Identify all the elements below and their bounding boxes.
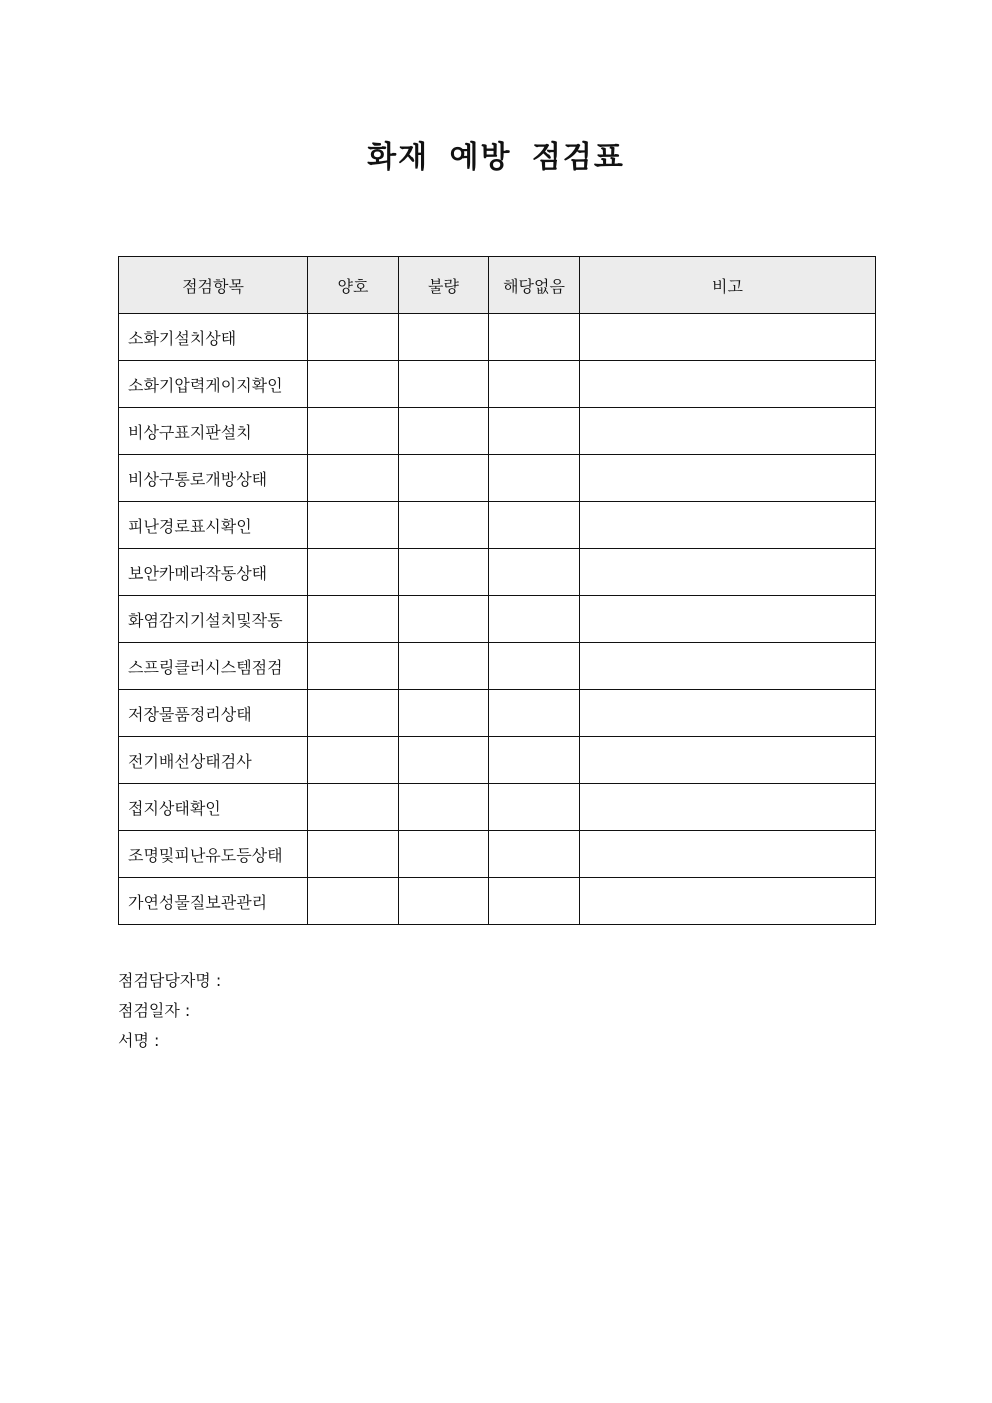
good-cell[interactable] [308,878,399,925]
table-row [119,596,876,643]
na-cell[interactable] [489,784,580,831]
bad-cell[interactable] [399,643,489,690]
good-cell[interactable] [308,784,399,831]
signature-label: 서명 : [118,1031,160,1050]
remarks-cell[interactable] [580,784,876,831]
table-row [119,361,876,408]
table-row [119,314,876,361]
na-cell[interactable] [489,314,580,361]
bad-cell[interactable] [399,690,489,737]
remarks-cell[interactable] [580,408,876,455]
good-cell[interactable] [308,314,399,361]
item-cell: 소화기설치상태 [119,314,308,361]
bad-cell[interactable] [399,596,489,643]
good-cell[interactable] [308,596,399,643]
item-cell: 스프링클러시스템점검 [119,643,308,690]
na-cell[interactable] [489,690,580,737]
item-cell: 화염감지기설치및작동 [119,596,308,643]
good-cell[interactable] [308,502,399,549]
table-row [119,878,876,925]
item-cell: 비상구표지판설치 [119,408,308,455]
table-row [119,408,876,455]
na-cell[interactable] [489,502,580,549]
item-cell: 비상구통로개방상태 [119,455,308,502]
header-remarks: 비고 [580,257,876,314]
good-cell[interactable] [308,361,399,408]
header-bad: 불량 [399,257,489,314]
item-cell: 보안카메라작동상태 [119,549,308,596]
na-cell[interactable] [489,455,580,502]
checklist-table [118,256,876,925]
table-row [119,690,876,737]
good-cell[interactable] [308,690,399,737]
remarks-cell[interactable] [580,831,876,878]
na-cell[interactable] [489,737,580,784]
remarks-cell[interactable] [580,455,876,502]
na-cell[interactable] [489,878,580,925]
remarks-cell[interactable] [580,361,876,408]
good-cell[interactable] [308,737,399,784]
remarks-cell[interactable] [580,643,876,690]
item-cell: 가연성물질보관관리 [119,878,308,925]
good-cell[interactable] [308,455,399,502]
item-cell: 피난경로표시확인 [119,502,308,549]
table-row [119,831,876,878]
remarks-cell[interactable] [580,878,876,925]
table-header-row [119,257,876,314]
remarks-cell[interactable] [580,314,876,361]
table-row [119,502,876,549]
item-cell: 전기배선상태검사 [119,737,308,784]
na-cell[interactable] [489,408,580,455]
remarks-cell[interactable] [580,596,876,643]
header-good: 양호 [308,257,399,314]
bad-cell[interactable] [399,784,489,831]
bad-cell[interactable] [399,502,489,549]
bad-cell[interactable] [399,878,489,925]
bad-cell[interactable] [399,314,489,361]
table-row [119,549,876,596]
remarks-cell[interactable] [580,737,876,784]
inspector-label: 점검담당자명 : [118,971,222,990]
bad-cell[interactable] [399,549,489,596]
na-cell[interactable] [489,361,580,408]
good-cell[interactable] [308,643,399,690]
date-label: 점검일자 : [118,1001,191,1020]
table-row [119,455,876,502]
na-cell[interactable] [489,643,580,690]
good-cell[interactable] [308,549,399,596]
na-cell[interactable] [489,831,580,878]
good-cell[interactable] [308,831,399,878]
table-row [119,737,876,784]
header-item: 점검항목 [119,257,308,314]
bad-cell[interactable] [399,737,489,784]
page-title: 화재 예방 점검표 [367,140,625,175]
na-cell[interactable] [489,596,580,643]
remarks-cell[interactable] [580,690,876,737]
good-cell[interactable] [308,408,399,455]
bad-cell[interactable] [399,361,489,408]
bad-cell[interactable] [399,831,489,878]
item-cell: 저장물품정리상태 [119,690,308,737]
header-na: 해당없음 [489,257,580,314]
item-cell: 조명및피난유도등상태 [119,831,308,878]
remarks-cell[interactable] [580,549,876,596]
bad-cell[interactable] [399,408,489,455]
item-cell: 소화기압력게이지확인 [119,361,308,408]
footer [118,966,221,1056]
table-row [119,643,876,690]
item-cell: 접지상태확인 [119,784,308,831]
na-cell[interactable] [489,549,580,596]
table-row [119,784,876,831]
bad-cell[interactable] [399,455,489,502]
remarks-cell[interactable] [580,502,876,549]
